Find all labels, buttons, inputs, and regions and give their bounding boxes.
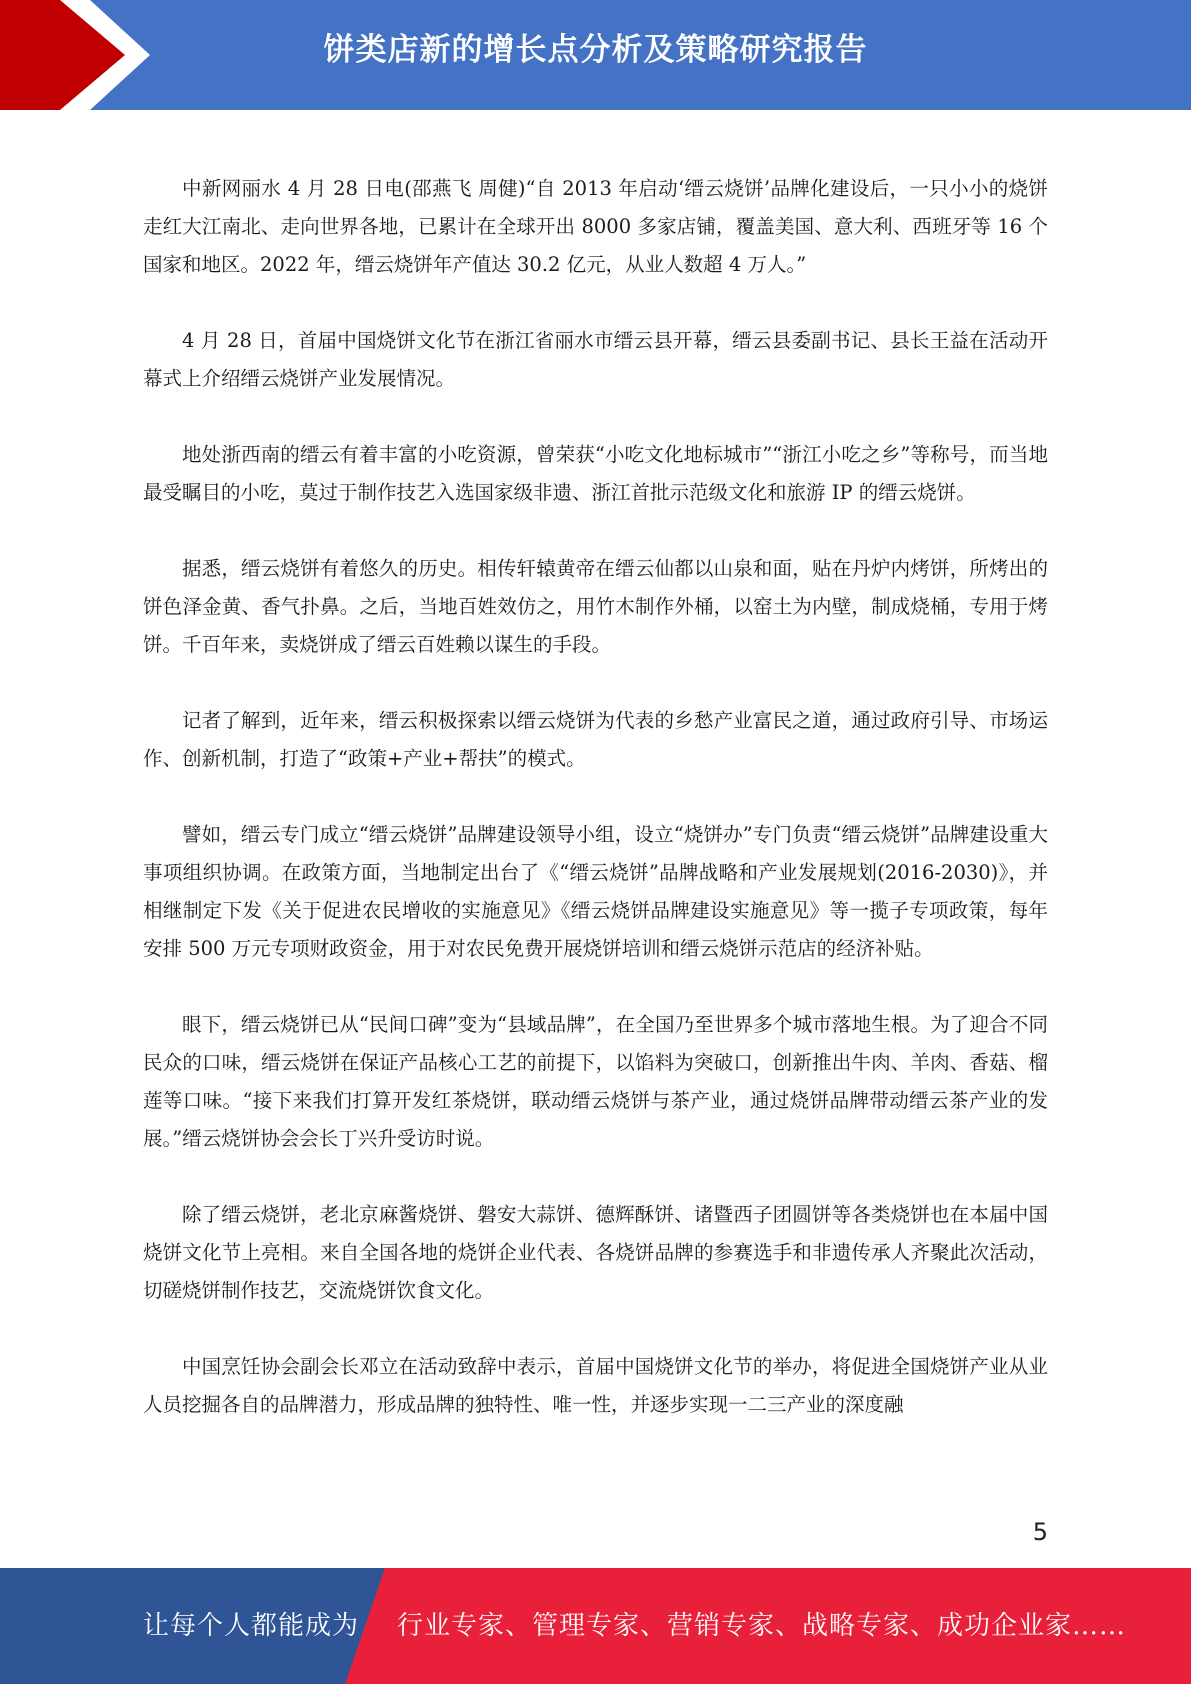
paragraph: 譬如，缙云专门成立“缙云烧饼”品牌建设领导小组，设立“烧饼办”专门负责“缙云烧饼”品牌建设重大事项组织协调。在政策方面，当地制定出台了《“缙云烧饼”品牌战略和产业发展规划(2016-2030)》，并相继制定下发《关于促进农民增收的实施意见》《缙云烧饼品牌建设实施意见》等一揽子专项政策，每年安排 500 万元专项财政资金，用于对农民免费开展烧饼培训和缙云烧饼示范店的经济补贴。 (143, 823, 1048, 960)
article-body (143, 170, 1048, 1462)
page-header (0, 0, 1191, 110)
report-title: 饼类店新的增长点分析及策略研究报告 (323, 32, 868, 68)
page-footer (0, 1568, 1191, 1684)
paragraph: 地处浙西南的缙云有着丰富的小吃资源，曾荣获“小吃文化地标城市”“浙江小吃之乡”等称号，而当地最受瞩目的小吃，莫过于制作技艺入选国家级非遗、浙江首批示范级文化和旅游 IP 的缙云烧饼。 (143, 443, 1048, 504)
paragraph: 中国烹饪协会副会长邓立在活动致辞中表示，首届中国烧饼文化节的举办，将促进全国烧饼产业从业人员挖掘各自的品牌潜力，形成品牌的独特性、唯一性，并逐步实现一二三产业的深度融 (143, 1355, 1048, 1416)
paragraph: 4 月 28 日，首届中国烧饼文化节在浙江省丽水市缙云县开幕，缙云县委副书记、县长王益在活动开幕式上介绍缙云烧饼产业发展情况。 (143, 329, 1048, 390)
paragraph: 眼下，缙云烧饼已从“民间口碑”变为“县域品牌”，在全国乃至世界多个城市落地生根。为了迎合不同民众的口味，缙云烧饼在保证产品核心工艺的前提下，以馅料为突破口，创新推出牛肉、羊肉、香菇、榴莲等口味。“接下来我们打算开发红茶烧饼，联动缙云烧饼与茶产业，通过烧饼品牌带动缙云茶产业的发展。”缙云烧饼协会会长丁兴升受访时说。 (143, 1013, 1048, 1150)
paragraph: 中新网丽水 4 月 28 日电(邵燕飞 周健)“自 2013 年启动‘缙云烧饼’品牌化建设后，一只小小的烧饼走红大江南北、走向世界各地，已累计在全球开出 8000 多家店铺，覆盖美国、意大利、西班牙等 16 个国家和地区。2022 年，缙云烧饼年产值达 30.2 亿元，从业人数超 4 万人。” (143, 177, 1048, 276)
paragraph: 记者了解到，近年来，缙云积极探索以缙云烧饼为代表的乡愁产业富民之道，通过政府引导、市场运作、创新机制，打造了“政策+产业+帮扶”的模式。 (143, 709, 1048, 770)
paragraph: 除了缙云烧饼，老北京麻酱烧饼、磐安大蒜饼、德辉酥饼、诸暨西子团圆饼等各类烧饼也在本届中国烧饼文化节上亮相。来自全国各地的烧饼企业代表、各烧饼品牌的参赛选手和非遗传承人齐聚此次活动，切磋烧饼制作技艺，交流烧饼饮食文化。 (143, 1203, 1048, 1302)
paragraph: 据悉，缙云烧饼有着悠久的历史。相传轩辕黄帝在缙云仙都以山泉和面，贴在丹炉内烤饼，所烤出的饼色泽金黄、香气扑鼻。之后，当地百姓效仿之，用竹木制作外桶，以窑土为内壁，制成烧桶，专用于烤饼。千百年来，卖烧饼成了缙云百姓赖以谋生的手段。 (143, 557, 1048, 656)
footer-slogan-right: 行业专家、管理专家、营销专家、战略专家、成功企业家…… (397, 1611, 1127, 1641)
page-number: 5 (1032, 1518, 1048, 1546)
footer-slogan-left: 让每个人都能成为 (143, 1611, 360, 1641)
